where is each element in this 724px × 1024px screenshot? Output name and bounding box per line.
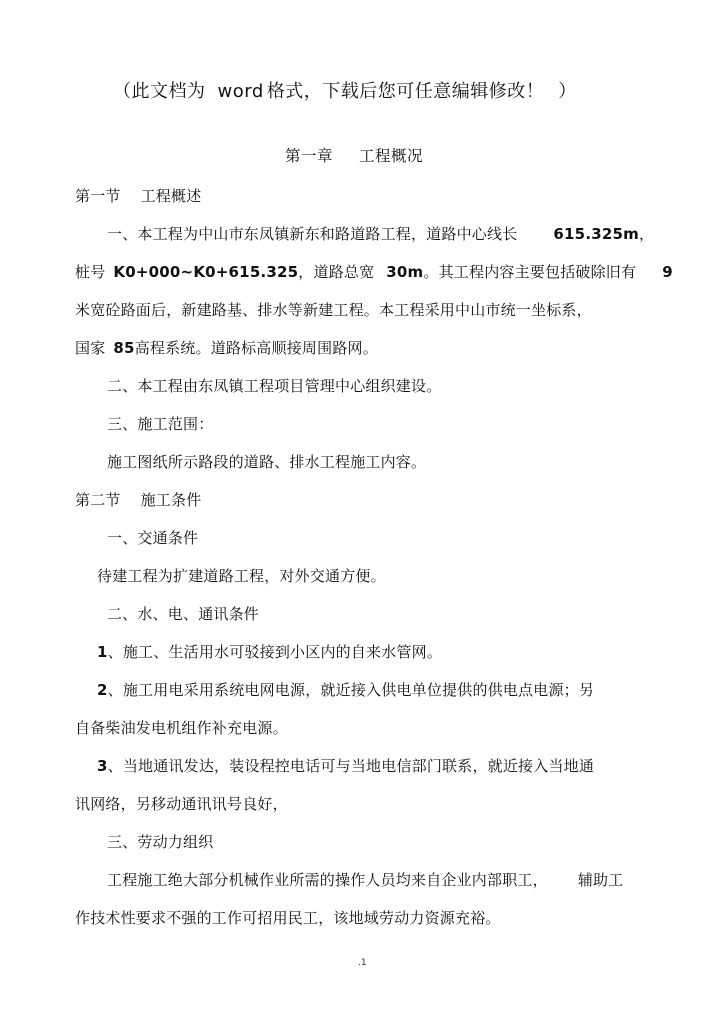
para1-comma: ，: [638, 225, 655, 243]
para1-scope-text: 。其工程内容主要包括破除旧有: [423, 263, 637, 281]
item-2-text: 、施工用电采用系统电网电源，就近接入供电单位提供的供电点电源；另: [107, 681, 595, 699]
page-number: .1: [358, 958, 367, 968]
item-3-number: 3: [97, 757, 108, 775]
labor-text-1: 工程施工绝大部分机械作业所需的操作人员均来自企业内部职工，: [107, 871, 548, 889]
section-1-title: 工程概述: [140, 187, 202, 205]
item-3-text: 、当地通讯发达，装设程控电话可与当地电信部门联系，就近接入当地通: [107, 757, 595, 775]
utilities-item-3: [97, 756, 594, 776]
para1-text-a: 一、本工程为中山市东凤镇新东和路道路工程，道路中心线长: [107, 225, 518, 243]
labor-heading: 三、劳动力组织: [107, 833, 214, 851]
road-length: 615.325m: [553, 225, 639, 243]
para1-line4: [75, 338, 378, 358]
traffic-heading: 一、交通条件: [107, 529, 199, 547]
elevation-system-number: 85: [113, 339, 135, 357]
chapter-heading: [285, 146, 423, 166]
labor-text-1-end: 辅助工: [577, 871, 624, 889]
notice-open: （此文档为: [113, 81, 206, 102]
labor-text-line2: 作技术性要求不强的工作可招用民工，该地域劳动力资源充裕。: [75, 909, 501, 927]
item-1-number: 1: [97, 643, 108, 661]
para1-line2: [75, 262, 673, 282]
utilities-item-1: [97, 642, 442, 662]
para3: 三、施工范围：: [107, 415, 214, 433]
chapter-title: 工程概况: [359, 147, 424, 165]
para1-station-prefix: 桩号: [75, 263, 106, 281]
para1-line1: [107, 224, 654, 244]
item-1-text: 、施工、生活用水可驳接到小区内的自来水管网。: [107, 643, 443, 661]
notice-mid: 格式，下载后您可任意编辑修改！: [266, 81, 545, 102]
download-notice: [113, 80, 577, 104]
notice-close: ）: [558, 81, 577, 102]
chapter-label: 第一章: [285, 147, 334, 165]
section-heading-1: [75, 186, 201, 206]
station-range: K0+000~K0+615.325: [113, 263, 299, 281]
road-width: 30m: [386, 263, 424, 281]
para1-width-prefix: ，道路总宽: [298, 263, 375, 281]
para2: 二、本工程由东凤镇工程项目管理中心组织建设。: [107, 377, 442, 395]
utilities-item-3-cont: 讯网络，另移动通讯讯号良好，: [75, 795, 288, 813]
old-pavement-width: 9: [662, 263, 673, 281]
section-1-label: 第一节: [75, 187, 121, 205]
utilities-item-2: [97, 680, 594, 700]
utilities-item-2-cont: 自备柴油发电机组作补充电源。: [75, 719, 288, 737]
traffic-text: 待建工程为扩建道路工程，对外交通方便。: [97, 567, 386, 585]
utilities-heading: 二、水、电、通讯条件: [107, 605, 260, 623]
para1-elev-suffix: 高程系统。道路标高顺接周围路网。: [134, 339, 378, 357]
section-2-title: 施工条件: [140, 491, 202, 509]
section-heading-2: [75, 490, 201, 510]
para1-text-c: 米宽砼路面后，新建路基、排水等新建工程。本工程采用中山市统一坐标系，: [75, 301, 592, 319]
para1-line3: [75, 300, 592, 320]
item-2-number: 2: [97, 681, 108, 699]
para1-elev-prefix: 国家: [75, 339, 106, 357]
para4: 施工图纸所示路段的道路、排水工程施工内容。: [107, 453, 427, 471]
notice-word: word: [217, 81, 264, 102]
section-2-label: 第二节: [75, 491, 121, 509]
labor-text-line1: [107, 870, 623, 890]
